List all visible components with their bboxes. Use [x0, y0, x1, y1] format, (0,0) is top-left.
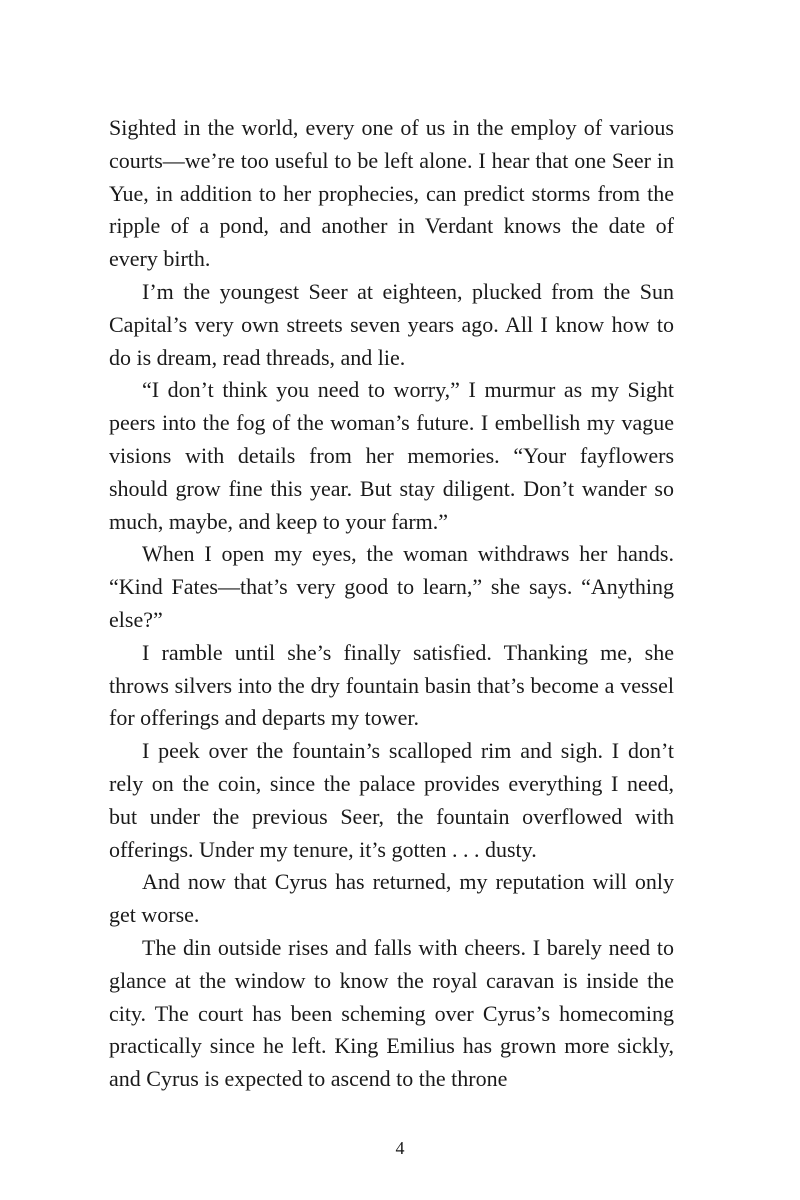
paragraph: I peek over the fountain’s scalloped rim and sigh. I don’t rely on the coin, since the palace provides everything I need, but under the previous Seer, the fountain overflowed with offerings. Under my tenure, it’s gotten . . . dusty. [109, 738, 674, 862]
paragraph: “I don’t think you need to worry,” I murmur as my Sight peers into the fog of the woman’s future. I embellish my vague visions with details from her memories. “Your fayflowers should grow fine this year. But stay diligent. Don’t wander so much, maybe, and keep to your farm.” [109, 377, 674, 534]
body-text [109, 112, 674, 1096]
paragraph: And now that Cyrus has returned, my reputation will only get worse. [109, 869, 674, 928]
paragraph: The din outside rises and falls with cheers. I barely need to glance at the window to know the royal caravan is inside the city. The court has been scheming over Cyrus’s homecoming practically since he left. King Emilius has grown more sickly, and Cyrus is expected to ascend to the throne [109, 934, 674, 1092]
paragraph: When I open my eyes, the woman withdraws her hands. “Kind Fates—that’s very good to learn,” she says. “Anything else?” [109, 541, 674, 632]
paragraph: I’m the youngest Seer at eighteen, plucked from the Sun Capital’s very own streets seven years ago. All I know how to do is dream, read threads, and lie. [109, 278, 674, 370]
paragraph: I ramble until she’s finally satisfied. Thanking me, she throws silvers into the dry fountain basin that’s become a vessel for offerings and departs my tower. [109, 639, 674, 731]
page-number: 4 [395, 1138, 405, 1158]
paragraph: Sighted in the world, every one of us in the employ of various courts—we’re too useful to be left alone. I hear that one Seer in Yue, in addition to her prophecies, can predict storms from the ripple of a pond, and another in Verdant knows the date of every birth. [109, 115, 674, 272]
